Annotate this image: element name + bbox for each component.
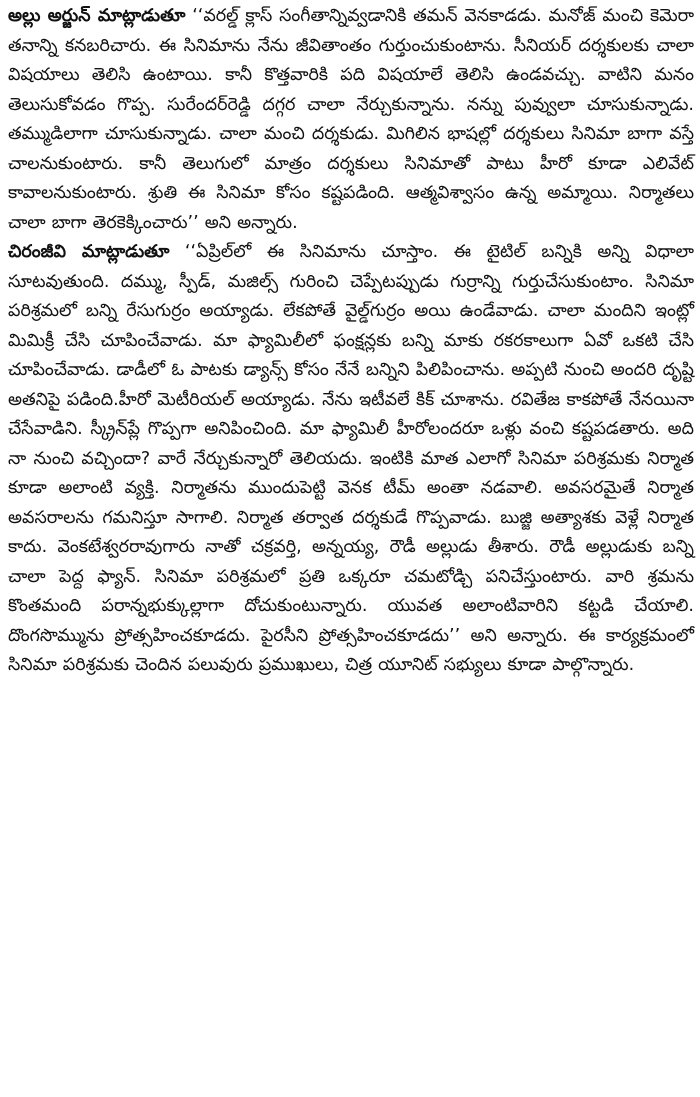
speaker-name: చిరంజీవి మాట్లాడుతూ (8, 242, 170, 262)
quote-text: ‘‘వరల్డ్ క్లాస్ సంగీతాన్నివ్వడానికి తమన్ వెనకాడడు. మనోజ్ మంచి కెమెరా తనాన్ని కనబరిచారు. ఈ సినిమాను నేను జీవితాంతం గుర్తుంచుకుంటాను. సీనియర్ దర్శకులకు చాలా విషయాలు తెలిసి ఉంటాయి. కానీ కొత్తవారికి పది విషయాలే తెలిసి ఉండవచ్చు. వాటిని మనం తెలుసుకోవడం గొప్ప. సురేందర్‌రెడ్డి దగ్గర చాలా నేర్చుకున్నాను. నన్ను పువ్వులా చూసుకున్నాడు. తమ్ముడిలాగా చూసుకున్నాడు. చాలా మంచి దర్శకుడు. మిగిలిన భాషల్లో దర్శకులు సినిమా బాగా వస్తే చాలనుకుంటారు. కానీ తెలుగులో మాత్రం దర్శకులు సినిమాతో పాటు హీరో కూడా ఎలివేట్ కావాలనుకుంటారు. శ్రుతి ఈ సినిమా కోసం కష్టపడింది. ఆత్మవిశ్వాసం ఉన్న అమ్మాయి. నిర్మాతలు చాలా బాగా తెరకెక్కించారు’’ అని అన్నారు. (8, 6, 695, 233)
paragraph-chiranjeevi (8, 238, 694, 681)
speaker-name: అల్లు అర్జున్ మాట్లాడుతూ (8, 6, 186, 26)
paragraph-allu-arjun (8, 2, 694, 238)
quote-text: ‘‘ఏప్రిల్‌లో ఈ సినిమాను చూస్తాం. ఈ టైటిల్ బన్నికి అన్ని విధాలా సూటవుతుంది. దమ్ము, స్పీడ్, మజిల్స్ గురించి చెప్పేటప్పుడు గుర్రాన్ని గుర్తుచేసుకుంటాం. సినిమా పరిశ్రమలో బన్ని రేసుగుర్రం అయ్యాడు. లేకపోతే వైల్డ్‌గుర్రం అయి ఉండేవాడు. చాలా మందిని ఇంట్లో మిమిక్రీ చేసి చూపించేవాడు. మా ఫ్యామిలీలో ఫంక్షన్లకు బన్ని మాకు రకరకాలుగా ఏవో ఒకటి చేసి చూపించేవాడు. డాడీలో ఓ పాటకు డ్యాన్స్ కోసం నేనే బన్నిని పిలిపించాను. అప్పటి నుంచి అందరి దృష్టి అతనిపై పడింది.హీరో మెటీరియల్ అయ్యాడు. నేను ఇటీవలే కిక్ చూశాను. రవితేజ కాకపోతే నేనయినా చేసేవాడిని. స్క్రీన్‌ప్లే గొప్పగా అనిపించింది. మా ఫ్యామిలీ హీరోలందరూ ఒళ్లు వంచి కష్టపడతారు. అది నా నుంచి వచ్చిందా? వారే నేర్చుకున్నారో తెలియదు. ఇంటికి మాత ఎలాగో సినిమా పరిశ్రమకు నిర్మాత కూడా అలాంటి వ్యక్తి. నిర్మాతను ముందుపెట్టి వెనక టీమ్ అంతా నడవాలి. అవసరమైతే నిర్మాత అవసరాలను గమనిస్తూ సాగాలి. నిర్మాత తర్వాత దర్శకుడే గొప్పవాడు. బుజ్జి అత్యాశకు వెళ్లే నిర్మాత కాదు. వెంకటేశ్వరరావుగారు నాతో చక్రవర్తి, అన్నయ్య, రౌడీ అల్లుడు తీశారు. రౌడీ అల్లుడుకు బన్ని చాలా పెద్ద ఫ్యాన్. సినిమా పరిశ్రమలో ప్రతి ఒక్కరూ చమటోడ్చి పనిచేస్తుంటారు. వారి శ్రమను కొంతమంది పరాన్నభుక్కుల్లాగా దోచుకుంటున్నారు. యువత అలాంటివారిని కట్టడి చేయాలి. దొంగసొమ్మును ప్రోత్సహించకూడదు. పైరసీని ప్రోత్సహించకూడదు’’ అని అన్నారు. ఈ కార్యక్రమంలో సినిమా పరిశ్రమకు చెందిన పలువురు ప్రముఖులు, చిత్ర యూనిట్ సభ్యులు కూడా పాల్గొన్నారు. (8, 242, 694, 675)
article-body (8, 2, 694, 681)
